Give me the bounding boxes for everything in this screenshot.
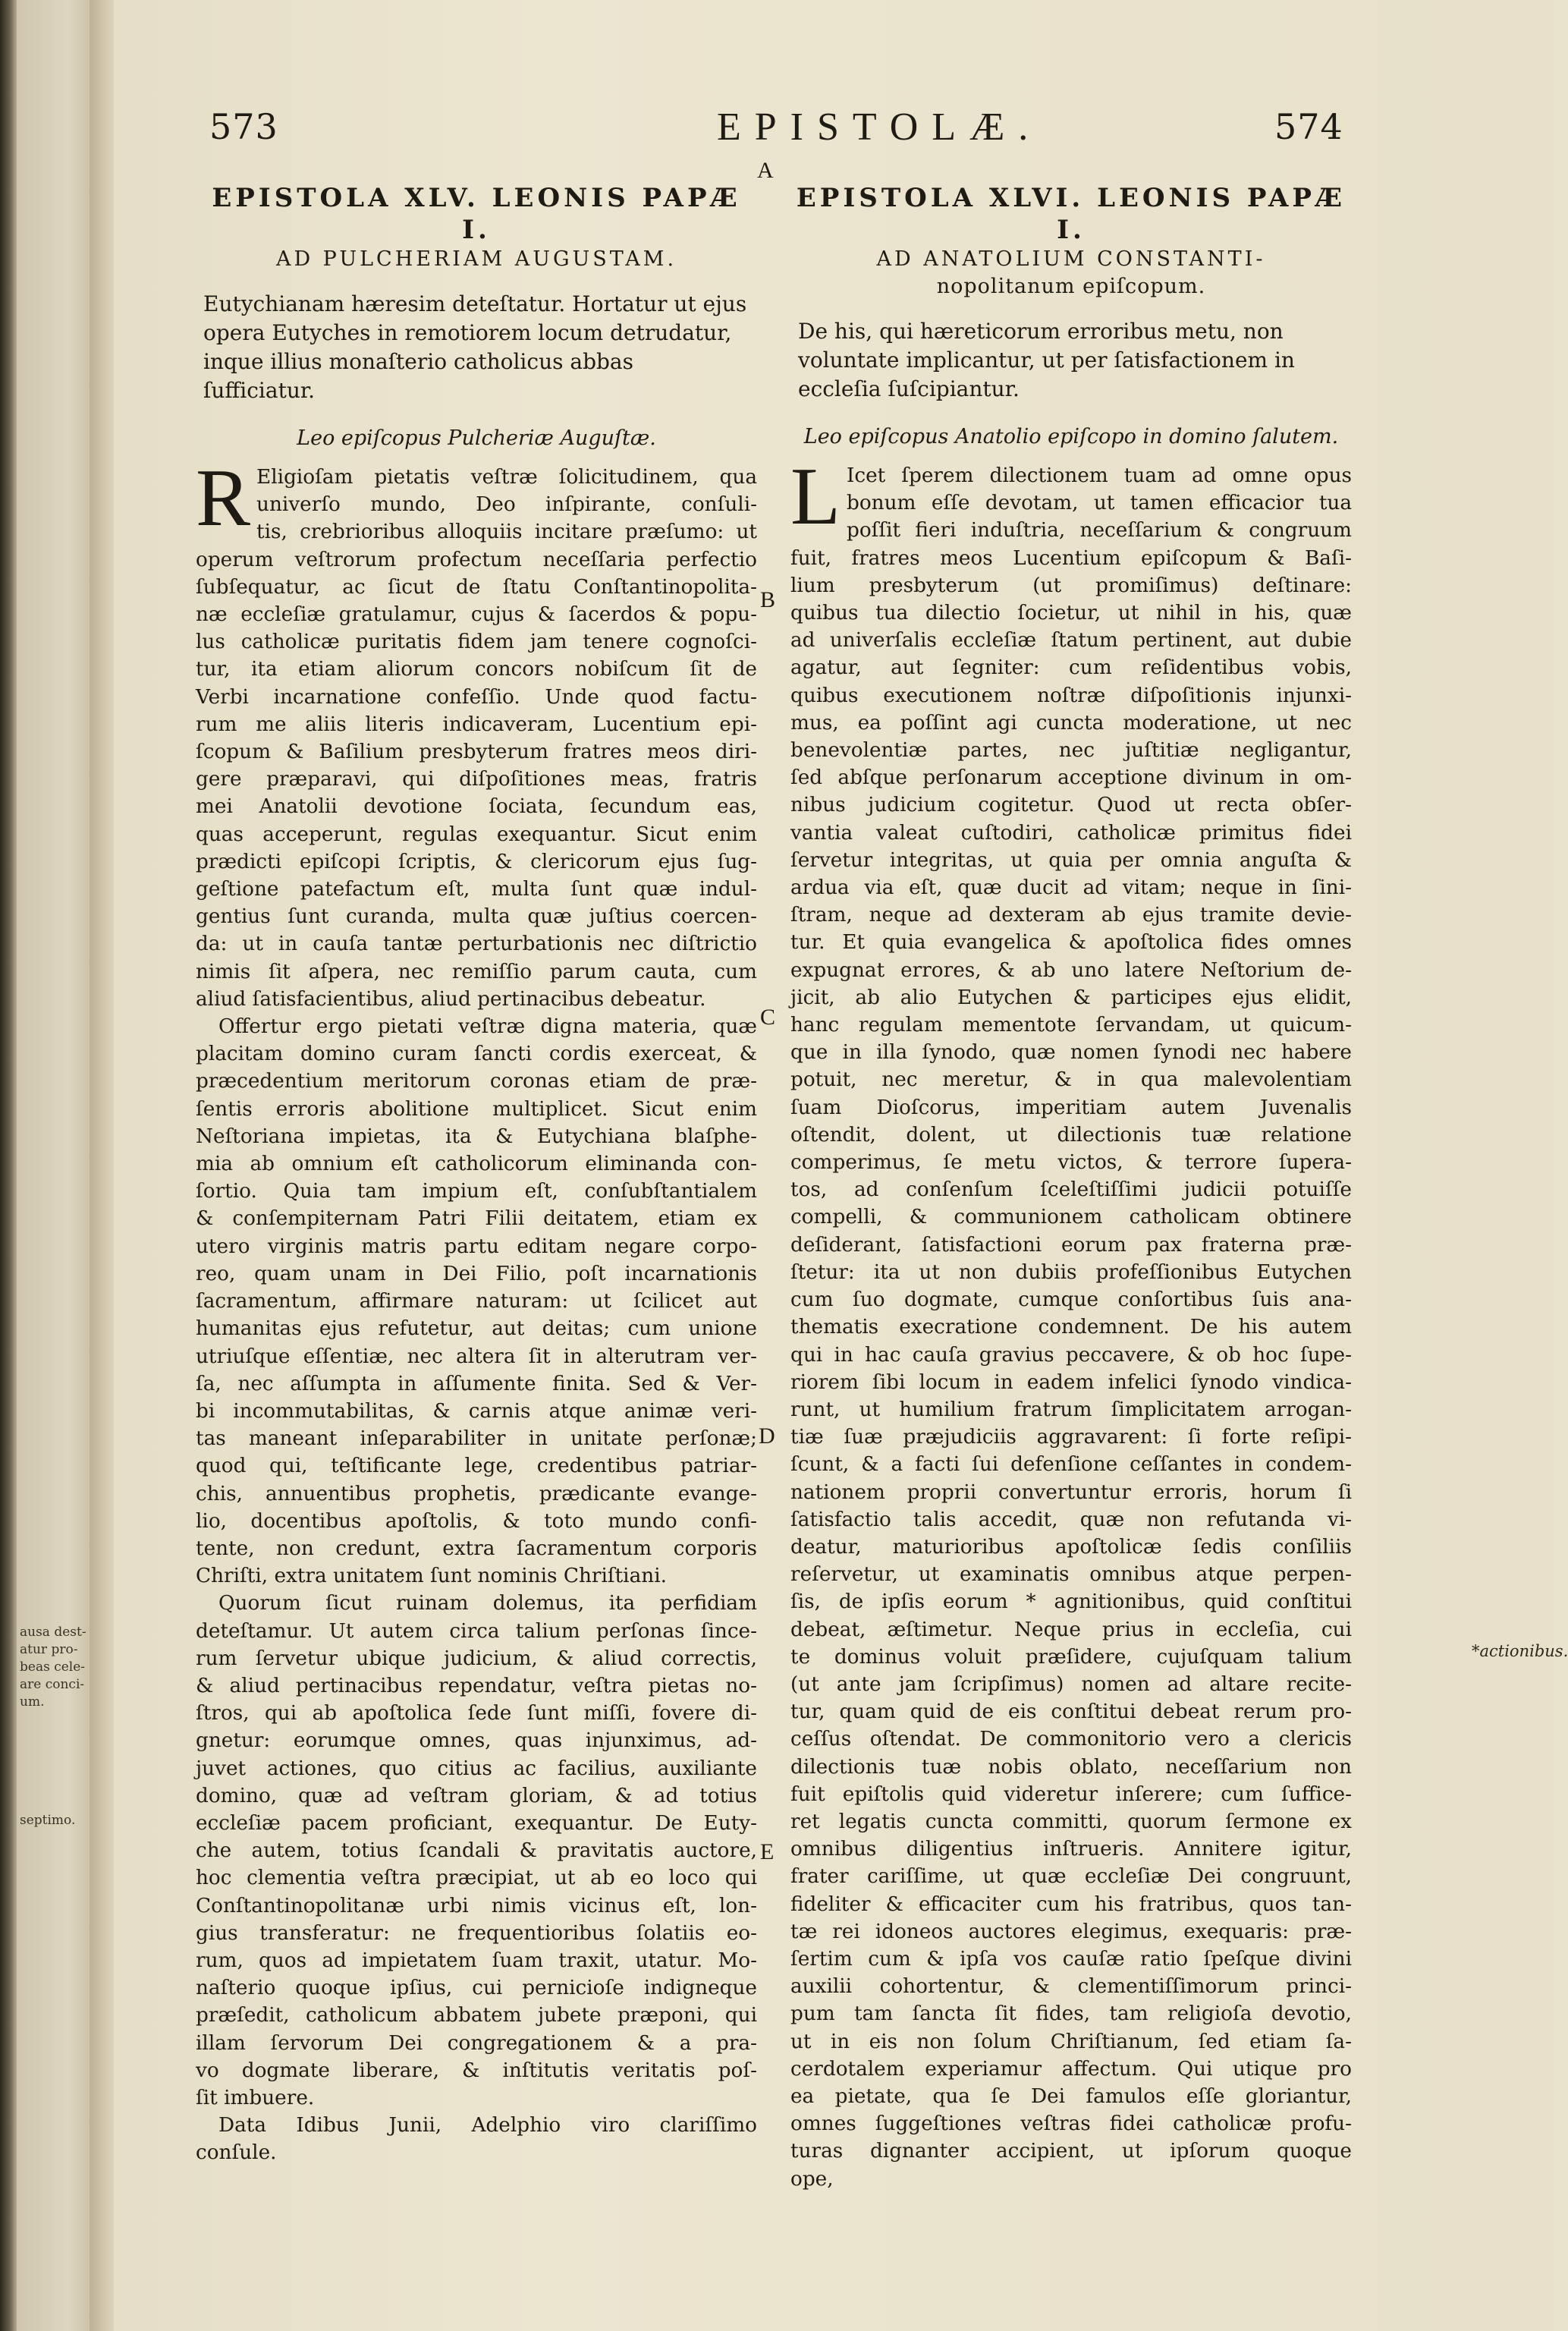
previous-page-edge <box>17 0 90 2331</box>
text-line: hoc clementia veſtra præcipiat, ut ab eo loco qui <box>196 1867 757 1890</box>
text-line: fuit, fratres meos Lucentium epiſcopum & Baſi- <box>790 546 1352 570</box>
section-marker-e: E <box>760 1839 775 1864</box>
text-line: te dominus voluit præſidere, cujuſquam talium <box>790 1645 1352 1669</box>
text-line: ut in eis non ſolum Chriſtianum, ſed etiam ſa- <box>790 2030 1352 2053</box>
paragraph <box>196 1013 757 1590</box>
text-line: ceſſus oſtendat. De commonitorio vero a clericis <box>790 1728 1352 1751</box>
page-number-left: 573 <box>209 106 278 147</box>
text-line: cum ſuo dogmate, cumque conſortibus ſuis ana- <box>790 1288 1352 1312</box>
text-line: tur, quam quid de eis conſtitui debeat rerum pro- <box>790 1700 1352 1724</box>
text-line: Offertur ergo pietati veſtræ digna materia, quæ <box>218 1015 757 1039</box>
text-line: bonum eſſe devotam, ut tamen efficacior tua <box>846 492 1352 515</box>
text-line: ardua via eſt, quæ ducit ad vitam; neque in ſini- <box>790 876 1352 900</box>
drop-cap: R <box>196 453 251 543</box>
text-line: ſertim cum & ipſa vos cauſæ ratio ſpeſque divini <box>790 1947 1352 1971</box>
text-line: præſedit, catholicum abbatem jubete præponi, qui <box>196 2004 757 2027</box>
epistle-recipient: AD PULCHERIAM AUGUSTAM. <box>275 247 677 271</box>
text-line: fideliter & efficaciter cum his fratribus, quos tan- <box>790 1892 1352 1916</box>
text-line: ſtetur: ita ut non dubiis profeſſionibus Eutychen <box>790 1260 1352 1284</box>
text-line: ſcopum & Baſilium presbyterum fratres meos diri- <box>196 741 757 764</box>
text-line: prædicti epiſcopi ſcriptis, & clericorum ejus ſug- <box>196 850 757 873</box>
right-column <box>790 182 1352 2193</box>
body-text <box>196 453 757 2167</box>
drop-cap: L <box>790 451 841 542</box>
section-marker-c: C <box>760 1005 776 1030</box>
text-line: tæ rei idoneos auctores elegimus, exequaris: præ- <box>790 1920 1352 1943</box>
margin-note: *actionibus. <box>1472 1642 1568 1660</box>
text-line: utriuſque eſſentiæ, nec altera ſit in alterutram ver- <box>196 1345 757 1368</box>
text-line: expugnat errores, & ab uno latere Neſtorium de- <box>790 958 1352 982</box>
text-line: quibus executionem noſtræ diſpoſitionis injunxi- <box>790 684 1352 707</box>
section-marker-b: B <box>760 587 776 612</box>
text-line: ſit imbuere. <box>196 2086 315 2109</box>
text-line: tiæ ſuæ præjudiciis aggravarent: ſi forte reſipi- <box>790 1426 1352 1449</box>
text-line: Icet ſperem dilectionem tuam ad omne opus <box>846 464 1352 487</box>
text-line: benevolentiæ partes, nec juſtitiæ negligantur, <box>790 739 1352 763</box>
text-line: quas acceperunt, regulas exequantur. Sicut enim <box>196 823 757 846</box>
text-line: potuit, nec meretur, & in qua malevolentiam <box>790 1068 1352 1092</box>
text-line: rum, quos ad impietatem ſuam traxit, utatur. Mo- <box>196 1949 757 1972</box>
text-line: Neſtoriana impietas, ita & Eutychiana blaſphe- <box>196 1125 757 1148</box>
text-line: næ eccleſiæ gratulamur, cujus & ſacerdos & popu- <box>196 603 757 627</box>
text-line: naſterio quoque ipſius, cui pernicioſe indigneque <box>196 1977 757 2000</box>
text-line: poſſit fieri induſtria, neceſſarium & congruum <box>846 519 1352 543</box>
text-line: auxilii cohortentur, & clementiſſimorum princi- <box>790 1975 1352 1999</box>
text-line: runt, ut humilium fratrum ſimplicitatem arrogan- <box>790 1398 1352 1421</box>
text-line: ea pietate, qua ſe Dei famulos eſſe gloriantur, <box>790 2084 1352 2108</box>
text-line: deſiderant, ſatisfactioni eorum pax fraterna præ- <box>790 1233 1352 1257</box>
text-line: rum me aliis literis indicaveram, Lucentium epi- <box>196 713 757 736</box>
text-line: riorem ſibi locum in eadem infelici ſynodo vindica- <box>790 1370 1352 1394</box>
text-line: & aliud pertinacibus rependatur, veſtra pietas no- <box>196 1674 757 1697</box>
text-line: tur, ita etiam aliorum concors nobiſcum ſit de <box>196 658 757 681</box>
text-line: ope, <box>790 2167 834 2191</box>
text-line: thematis execratione condemnent. De his autem <box>790 1316 1352 1339</box>
paragraph <box>790 451 1352 2193</box>
text-line: ſed abſque perſonarum acceptione divinum in om- <box>790 766 1352 790</box>
text-line: mei Anatolii devotione ſociata, ſecundum eas, <box>196 795 757 819</box>
text-line: Conſtantinopolitanæ urbi nimis vicinus eſt, lon- <box>196 1894 757 1917</box>
epistle-recipient-cont: nopolitanum epiſcopum. <box>936 275 1206 298</box>
text-line: lium presbyterum (ut promiſimus) deſtinare: <box>790 574 1352 597</box>
text-line: tas maneant inſeparabiliter in unitate perſonæ; <box>196 1427 757 1451</box>
text-line: ſortio. Quia tam impium eſt, conſubſtantialem <box>196 1180 757 1203</box>
text-line: ſis, de ipſis eorum * agnitionibus, quid conſtitui <box>790 1590 1352 1614</box>
text-line: fuit epiſtolis quid videretur inſerere; cum ſuffice- <box>790 1782 1352 1806</box>
text-line: pum tam ſancta ſit fides, tam religioſa devotio, <box>790 2002 1352 2026</box>
paragraph <box>196 1590 757 2112</box>
text-line: gius transferatur: ne frequentioribus ſolatiis eo- <box>196 1921 757 1945</box>
text-line: omnes ſuggeſtiones veſtras fidei catholicæ profu- <box>790 2112 1352 2136</box>
text-line: gnetur: eorumque omnes, quas injunximus, ad- <box>196 1729 757 1753</box>
text-line: tur. Et quia evangelica & apoſtolica fides omnes <box>790 931 1352 955</box>
prev-page-note: septimo. <box>20 1813 76 1828</box>
text-line: (ut ante jam ſcripſimus) nomen ad altare recite- <box>790 1672 1352 1696</box>
text-line: Quorum ſicut ruinam dolemus, ita perfidiam <box>218 1592 757 1615</box>
text-line: mus, ea poſſint agi cuncta moderatione, ut nec <box>790 711 1352 735</box>
text-line: ret legatis cuncta committi, quorum ſermone ex <box>790 1810 1352 1833</box>
text-line: placitam domino curam ſancti cordis exerceat, & <box>196 1043 757 1066</box>
text-line: cerdotalem experiamur affectum. Qui utique pro <box>790 2057 1352 2081</box>
text-line: Data Idibus Junii, Adelphio viro clariſſimo <box>218 2114 757 2138</box>
text-line: ſuam Dioſcorus, imperitiam autem Juvenalis <box>790 1096 1352 1119</box>
text-line: jicit, ab alio Eutychen & participes ejus elidit, <box>790 986 1352 1009</box>
text-line: nibus judicium cogitetur. Quod ut recta obſer- <box>790 794 1352 817</box>
text-line: hanc regulam mementote ſervandam, ut quicum- <box>790 1014 1352 1037</box>
text-line: deteſtamur. Ut autem circa talium perſonas ſince- <box>196 1619 757 1643</box>
running-head: EPISTOLÆ. <box>717 105 1042 149</box>
text-line: utero virginis matris partu editam negare corpo- <box>196 1235 757 1258</box>
epistle-summary: De his, qui hæreticorum erroribus metu, non voluntate implicantur, ut per ſatisfactionem in eccleſia ſuſcipiantur. <box>798 319 1295 401</box>
text-line: ſa, nec aſſumpta in aſſumente finita. Sed & Ver- <box>196 1372 757 1395</box>
section-marker-d: D <box>759 1423 775 1449</box>
left-column <box>196 182 757 2167</box>
text-line: geſtione patefactum eſt, multa ſunt quæ indul- <box>196 878 757 901</box>
section-marker-a: A <box>757 158 774 183</box>
text-line: gere præparavi, qui diſpoſitiones meas, fratris <box>196 768 757 791</box>
text-line: reſervetur, ut examinatis omnibus atque perpen- <box>790 1563 1352 1587</box>
epistle-summary: Eutychianam hæresim deteſtatur. Hortatur ut ejus opera Eutyches in remotiorem locum detrudatur, inque illius monaſterio catholicus abbas ſufficiatur. <box>203 291 747 403</box>
text-line: frater cariſſime, ut quæ eccleſiæ Dei congruunt, <box>790 1865 1352 1889</box>
text-line: ſentis erroris abolitione multiplicet. Sicut enim <box>196 1097 757 1121</box>
text-line: ſtram, neque ad dexteram ab ejus tramite devie- <box>790 904 1352 927</box>
text-line: tis, crebrioribus alloquiis incitare præſumo: ut <box>256 521 757 544</box>
text-line: conſule. <box>196 2141 277 2165</box>
text-line: operum veſtrorum profectum neceſſaria perfectio <box>196 548 757 571</box>
text-line: qui in hac cauſa gravius peccavere, & ob hoc ſupe- <box>790 1343 1352 1367</box>
text-line: ſubſequatur, ac ſicut de ſtatu Conſtantinopolita- <box>196 575 757 599</box>
text-line: ad univerſalis eccleſiæ ſtatum pertinent, aut dubie <box>790 629 1352 653</box>
text-line: gentius ſunt curanda, multa quæ juſtius coercen- <box>196 905 757 929</box>
paragraph <box>196 453 757 1013</box>
book-page <box>114 0 1568 2331</box>
body-text <box>790 451 1352 2193</box>
text-line: bi incommutabilitas, & carnis atque animæ veri- <box>196 1399 757 1423</box>
paragraph <box>196 2112 757 2166</box>
text-line: omnibus diligentius inſtrueris. Annitere igitur, <box>790 1838 1352 1861</box>
prev-page-note: ausa dest- atur pro- beas cele- are conci- um. <box>20 1625 86 1710</box>
text-line: vo dogmate liberare, & inſtitutis veritatis poſ- <box>196 2059 757 2082</box>
text-line: Verbi incarnatione confeſſio. Unde quod factu- <box>196 685 757 709</box>
text-line: ſatisfactio talis accedit, quæ non refutanda vi- <box>790 1508 1352 1531</box>
text-line: & conſempiternam Patri Filii deitatem, etiam ex <box>196 1207 757 1231</box>
text-line: juvet actiones, quo citius ac facilius, auxiliante <box>196 1757 757 1780</box>
text-line: reo, quam unam in Dei Filio, poſt incarnationis <box>196 1262 757 1285</box>
epistle-recipient: AD ANATOLIUM CONSTANTI- <box>876 247 1266 271</box>
text-line: ſcunt, & a facti ſui defenſione ceſſantes in condem- <box>790 1453 1352 1477</box>
text-line: ſacramentum, affirmare naturam: ut ſcilicet aut <box>196 1290 757 1313</box>
salutation: Leo epiſcopus Anatolio epiſcopo in domino ſalutem. <box>803 425 1339 448</box>
text-line: agatur, aut ſegniter: cum reſidentibus vobis, <box>790 656 1352 680</box>
text-line: ſervetur integritas, ut quia per omnia anguſta & <box>790 848 1352 872</box>
text-line: vantia valeat cuſtodiri, catholicæ primitus fidei <box>790 821 1352 845</box>
text-line: domino, quæ ad veſtram gloriam, & ad totius <box>196 1784 757 1807</box>
text-line: humanitas ejus refutetur, aut deitas; cum unione <box>196 1317 757 1341</box>
text-line: turas dignanter accipient, ut ipſorum quoque <box>790 2140 1352 2163</box>
text-line: nationem proprii convertuntur erroris, horum ſi <box>790 1480 1352 1504</box>
text-line: eccleſiæ pacem proficiant, exequantur. De Euty- <box>196 1811 757 1835</box>
text-line: ſtros, qui ab apoſtolica ſede ſunt miſſi, fovere di- <box>196 1702 757 1725</box>
page-number-right: 574 <box>1274 106 1343 147</box>
text-line: illam ſervorum Dei congregationem & a pra- <box>196 2031 757 2055</box>
text-line: rum ſervetur ubique judicium, & aliud correctis, <box>196 1647 757 1670</box>
text-line: quod qui, teſtificante lege, credentibus patriar- <box>196 1455 757 1478</box>
book-gutter <box>0 0 17 2331</box>
text-line: que in illa ſynodo, quæ nomen ſynodi nec habere <box>790 1041 1352 1065</box>
epistle-title: EPISTOLA XLV. LEONIS PAPÆ I. <box>212 183 741 245</box>
text-line: Chriſti, extra unitatem ſunt nominis Chriſtiani. <box>196 1565 667 1588</box>
text-line: lio, docentibus apoſtolis, & toto mundo confi- <box>196 1509 757 1533</box>
text-line: præcedentium meritorum coronas etiam de præ- <box>196 1070 757 1093</box>
text-line: lus catholicæ puritatis fidem jam tenere cognoſci- <box>196 631 757 654</box>
text-line: dilectionis tuæ nobis oblato, neceſſarium non <box>790 1755 1352 1779</box>
text-line: univerſo mundo, Deo inſpirante, conſuli- <box>256 493 757 517</box>
salutation: Leo epiſcopus Pulcheriæ Auguſtæ. <box>297 426 656 450</box>
text-line: deatur, maturioribus apoſtolicæ ſedis conſiliis <box>790 1535 1352 1559</box>
text-line: quibus tua dilectio ſocietur, ut nihil in his, quæ <box>790 602 1352 625</box>
text-line: oſtendit, dolent, ut dilectionis tuæ relatione <box>790 1123 1352 1147</box>
text-line: debeat, æſtimetur. Neque prius in eccleſia, cui <box>790 1618 1352 1641</box>
text-line: che autem, totius ſcandali & pravitatis auctore, <box>196 1839 757 1863</box>
text-line: compelli, & communionem catholicam obtinere <box>790 1206 1352 1229</box>
text-line: mia ab omnium eſt catholicorum eliminanda con- <box>196 1153 757 1176</box>
text-line: comperimus, ſe metu victos, & terrore ſupera- <box>790 1151 1352 1175</box>
text-line: tente, non credunt, extra ſacramentum corporis <box>196 1537 757 1560</box>
text-line: nimis ſit aſpera, nec remiſſio parum cauta, cum <box>196 960 757 983</box>
epistle-title: EPISTOLA XLVI. LEONIS PAPÆ I. <box>796 183 1346 245</box>
text-line: Eligioſam pietatis veſtræ ſolicitudinem, qua <box>256 466 757 489</box>
text-line: da: ut in cauſa tantæ perturbationis nec diſtrictio <box>196 933 757 956</box>
text-line: tos, ad conſenſum ſceleſtiſſimi judicii potuiſſe <box>790 1178 1352 1202</box>
text-line: chis, annuentibus prophetis, prædicante evange- <box>196 1482 757 1505</box>
text-line: aliud ſatisfacientibus, aliud pertinacibus debeatur. <box>196 987 706 1011</box>
